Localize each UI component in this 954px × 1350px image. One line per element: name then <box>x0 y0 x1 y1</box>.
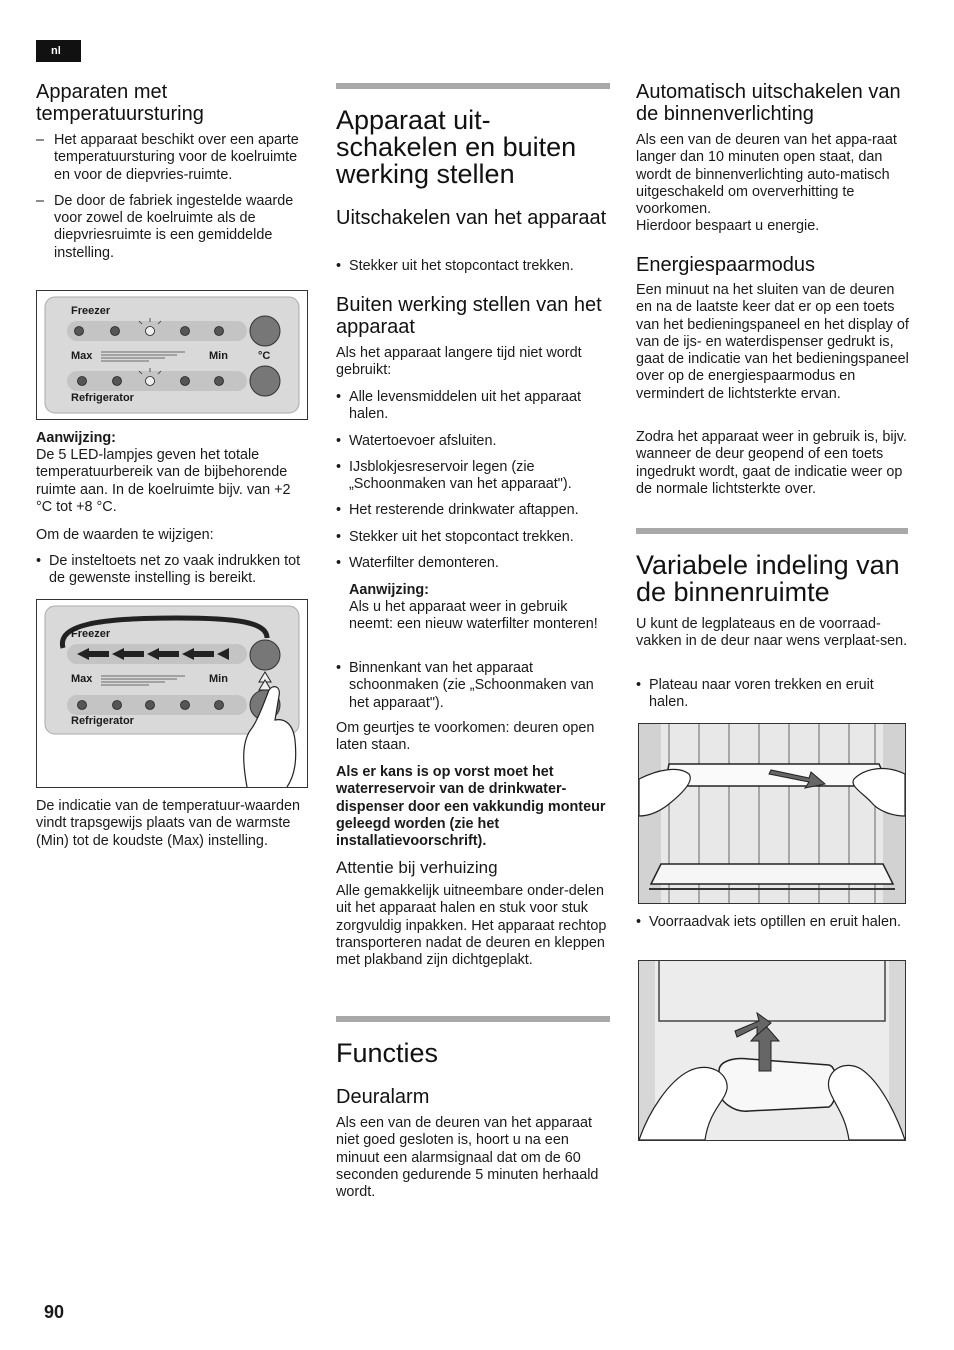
switch-off-list <box>336 258 610 275</box>
temperature-dash-list <box>36 132 308 262</box>
section-heading-switch-off: Apparaat uit-schakelen en buiten werking stellen <box>336 105 577 189</box>
section-rule <box>336 83 610 89</box>
note-text: Als u het apparaat weer in gebruik neemt: een nieuw waterfilter monteren! <box>349 599 598 633</box>
freezer-label: Freezer <box>71 305 111 317</box>
list-item: • Plateau naar voren trekken en eruit halen. <box>636 677 910 712</box>
energy-saving-text: Een minuut na het sluiten van de deuren en na de laatste keer dat er op een toets van het bedieningspaneel en het display of van de ijs- en waterdispenser gedrukt is, gaat de indicatie van het bedieningspaneel over op de energiespaarmodus en vermindert de lichtsterkte ervan. <box>636 282 909 402</box>
max-label: Max <box>71 350 93 362</box>
section-heading-functions: Functies <box>336 1038 439 1068</box>
list-item: • IJsblokjesreservoir legen (zie „Schoonmaken van het apparaat"). <box>336 459 610 494</box>
subheading-moving: Attentie bij verhuizing <box>336 858 498 877</box>
note-title: Aanwijzing: <box>349 582 429 598</box>
frost-warning: Als er kans is op vorst moet het waterreservoir van de drinkwater-dispenser door een vakkundig monteur geleegd worden (zie het installatievoorschrift). <box>336 764 606 850</box>
auto-light-saving: Hierdoor bespaart u energie. <box>636 218 820 234</box>
list-item: • Stekker uit het stopcontact trekken. <box>336 529 610 546</box>
moving-text: Alle gemakkelijk uitneembare onder-delen uit het apparaat halen en stuk voor stuk zorgvuldig inpakken. Het apparaat rechtop transporteren nadat de deuren en kleppen met plakband zijn dichtgeplakt. <box>336 883 607 969</box>
list-item: • De insteltoets net zo vaak indrukken tot de gewenste instelling is bereikt. <box>36 553 308 588</box>
list-item: • Voorraadvak iets optillen en eruit halen. <box>636 914 910 931</box>
door-bin-removal-figure <box>638 960 906 1141</box>
odor-text: Om geurtjes te voorkomen: deuren open laten staan. <box>336 720 595 754</box>
list-item: • Alle levensmiddelen uit het apparaat halen. <box>336 389 610 424</box>
list-item: • Stekker uit het stopcontact trekken. <box>336 258 610 275</box>
door-alarm-text: Als een van de deuren van het apparaat niet goed gesloten is, hoort u na een minuut een alarmsignaal dat om de 60 seconden gedurende 5 minuten herhaald wordt. <box>336 1115 599 1201</box>
list-item: – De door de fabriek ingestelde waarde voor zowel de koelruimte als de diepvriesruimte is een gemiddelde instelling. <box>36 193 308 262</box>
variable-layout-text: U kunt de legplateaus en de voorraad-vakken in de deur naar wens verplaat-sen. <box>636 616 908 650</box>
out-of-operation-intro: Als het apparaat langere tijd niet wordt gebruikt: <box>336 345 582 379</box>
min-label: Min <box>209 350 228 362</box>
out-of-operation-list <box>336 389 610 572</box>
subheading-energy-saving: Energiespaarmodus <box>636 254 815 276</box>
subheading-door-alarm: Deuralarm <box>336 1086 430 1108</box>
list-item: – Het apparaat beschikt over een aparte temperatuursturing voor de koelruimte en voor de diepvries-ruimte. <box>36 132 308 184</box>
auto-light-text: Als een van de deuren van het appa-raat langer dan 10 minuten open staat, dan wordt de binnenverlichting auto-matisch uitgeschakeld om oververhitting te voorkomen. <box>636 132 897 218</box>
section-rule <box>336 1016 610 1022</box>
shelf-removal-figure <box>638 723 906 904</box>
max-label: Max <box>71 673 93 685</box>
note-title: Aanwijzing: <box>36 430 116 446</box>
subheading-out-of-operation: Buiten werking stellen van het apparaat <box>336 294 602 338</box>
note-text: De 5 LED-lampjes geven het totale temperatuurbereik van de bijbehorende ruimte aan. In de koelruimte bijv. van +2 °C tot +8 °C. <box>36 447 291 515</box>
subheading-auto-light-off: Automatisch uitschakelen van de binnenverlichting <box>636 81 901 125</box>
section-heading-variable-layout: Variabele indeling van de binnenruimte <box>636 550 900 607</box>
door-bin-list <box>636 914 910 931</box>
shelf-list <box>636 677 910 712</box>
control-panel-press-figure <box>36 599 308 788</box>
cleaning-list <box>336 660 610 712</box>
list-item: • Het resterende drinkwater aftappen. <box>336 502 610 519</box>
control-panel-figure <box>36 290 308 420</box>
refrigerator-label: Refrigerator <box>71 715 134 727</box>
list-item: • Binnenkant van het apparaat schoonmaken (zie „Schoonmaken van het apparaat"). <box>336 660 610 712</box>
section-rule <box>636 528 908 534</box>
indication-text: De indicatie van de temperatuur-waarden vindt trapsgewijs plaats van de warmste (Min) tot de koudste (Max) instelling. <box>36 798 300 849</box>
list-item: • Waterfilter demonteren. <box>336 555 610 572</box>
change-intro: Om de waarden te wijzigen: <box>36 527 214 543</box>
subheading-switch-off: Uitschakelen van het apparaat <box>336 207 607 229</box>
change-list <box>36 553 308 588</box>
celsius-label: °C <box>258 350 271 362</box>
energy-saving-text-2: Zodra het apparaat weer in gebruik is, bijv. wanneer de deur geopend of een toets ingedrukt wordt, gaat de indicatie weer op de normale lichtsterkte over. <box>636 429 907 497</box>
page-number: 90 <box>44 1302 65 1322</box>
list-item: • Watertoevoer afsluiten. <box>336 433 610 450</box>
section-heading-temperature: Apparaten met temperatuursturing <box>36 81 204 125</box>
min-label: Min <box>209 673 228 685</box>
refrigerator-label: Refrigerator <box>71 392 134 404</box>
freezer-label: Freezer <box>71 628 111 640</box>
language-tag: nl <box>36 40 81 62</box>
